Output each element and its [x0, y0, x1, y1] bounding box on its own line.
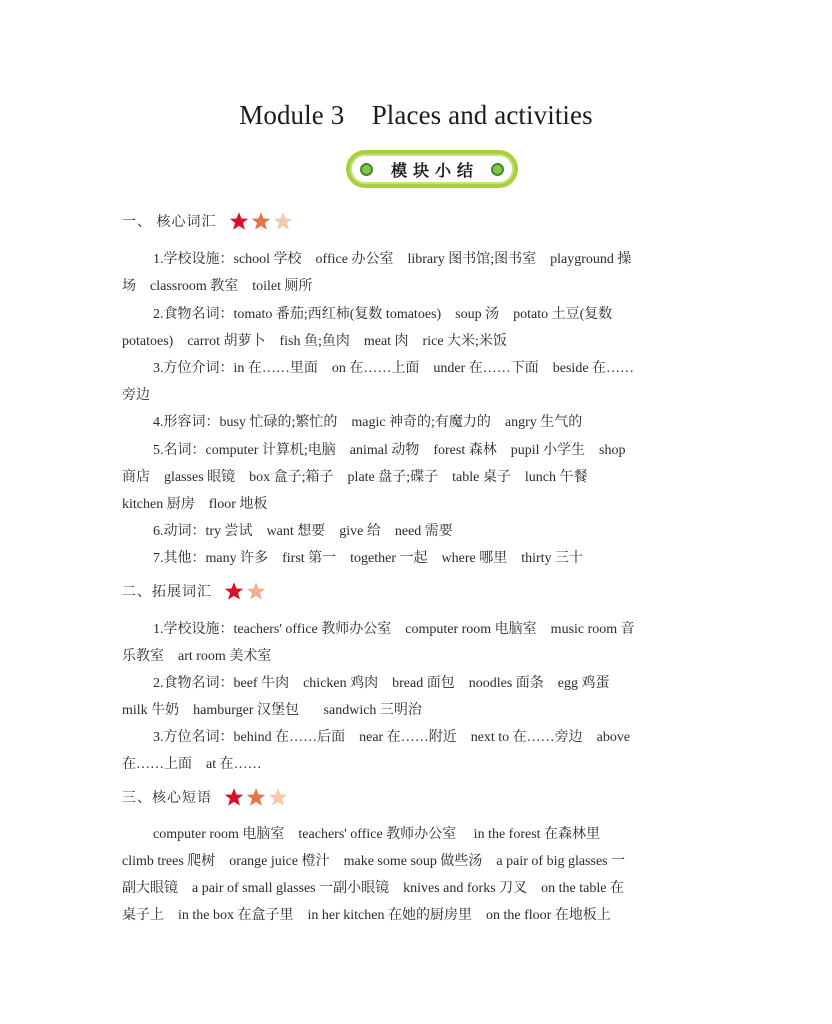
section-heading-core-vocabulary	[122, 211, 295, 231]
section-heading-core-phrases	[122, 787, 290, 807]
module-summary-badge	[346, 150, 518, 188]
vocab-line: potatoes) carrot 胡萝卜 fish 鱼;鱼肉 meat 肉 rice 大米;米饭	[122, 334, 507, 349]
vocab-line: 1.学校设施：school 学校 office 办公室 library 图书馆;图书室 playground 操	[153, 252, 632, 267]
green-dot-icon	[360, 163, 373, 176]
star-icon-full	[224, 787, 244, 807]
difficulty-stars	[224, 787, 290, 807]
vocab-line: milk 牛奶 hamburger 汉堡包 sandwich 三明治	[122, 703, 422, 718]
vocab-line: 2.食物名词：beef 牛肉 chicken 鸡肉 bread 面包 noodles 面条 egg 鸡蛋	[153, 676, 610, 691]
star-icon-faint	[246, 581, 266, 601]
difficulty-stars	[224, 581, 268, 601]
vocab-line: 5.名词：computer 计算机;电脑 animal 动物 forest 森林 pupil 小学生 shop	[153, 443, 626, 458]
vocab-line: 4.形容词：busy 忙碌的;繁忙的 magic 神奇的;有魔力的 angry 生气的	[153, 415, 583, 430]
star-icon-full	[229, 211, 249, 231]
section-heading-label: 二、拓展词汇	[122, 585, 212, 600]
vocab-line: kitchen 厨房 floor 地板	[122, 497, 268, 512]
star-icon-faint	[268, 787, 288, 807]
vocab-line: 3.方位名词：behind 在……后面 near 在……附近 next to 在……旁边 above	[153, 730, 631, 745]
vocab-line: 场 classroom 教室 toilet 厕所	[122, 279, 313, 294]
star-icon-faint	[273, 211, 293, 231]
vocab-line: 7.其他：many 许多 first 第一 together 一起 where 哪里 thirty 三十	[153, 551, 584, 566]
vocab-line: 在……上面 at 在……	[122, 757, 262, 772]
page-title: Module 3 Places and activities	[239, 100, 593, 130]
section-heading-extended-vocabulary	[122, 581, 268, 601]
phrase-line: 桌子上 in the box 在盒子里 in her kitchen 在她的厨房里 on the floor 在地板上	[122, 908, 611, 923]
vocab-line: 2.食物名词：tomato 番茄;西红柿(复数 tomatoes) soup 汤 potato 土豆(复数	[153, 307, 613, 322]
badge-label: 模块小结	[390, 160, 479, 180]
section-heading-label: 三、核心短语	[122, 791, 212, 806]
vocab-line: 商店 glasses 眼镜 box 盒子;箱子 plate 盘子;碟子 table 桌子 lunch 午餐	[122, 470, 588, 485]
star-icon-half	[246, 787, 266, 807]
vocab-line: 乐教室 art room 美术室	[122, 649, 272, 664]
phrase-line: 副大眼镜 a pair of small glasses 一副小眼镜 knives and forks 刀叉 on the table 在	[122, 881, 624, 896]
vocab-line: 6.动词：try 尝试 want 想要 give 给 need 需要	[153, 524, 453, 539]
difficulty-stars	[229, 211, 295, 231]
phrase-line: computer room 电脑室 teachers' office 教师办公室 in the forest 在森林里	[153, 827, 601, 842]
green-dot-icon	[491, 163, 504, 176]
phrase-line: climb trees 爬树 orange juice 橙汁 make some soup 做些汤 a pair of big glasses 一	[122, 854, 626, 869]
vocab-line: 1.学校设施：teachers' office 教师办公室 computer room 电脑室 music room 音	[153, 622, 635, 637]
star-icon-full	[224, 581, 244, 601]
vocab-line: 3.方位介词：in 在……里面 on 在……上面 under 在……下面 beside 在……	[153, 361, 635, 376]
star-icon-half	[251, 211, 271, 231]
section-heading-label: 一、 核心词汇	[122, 215, 217, 230]
vocab-line: 旁边	[122, 388, 150, 403]
